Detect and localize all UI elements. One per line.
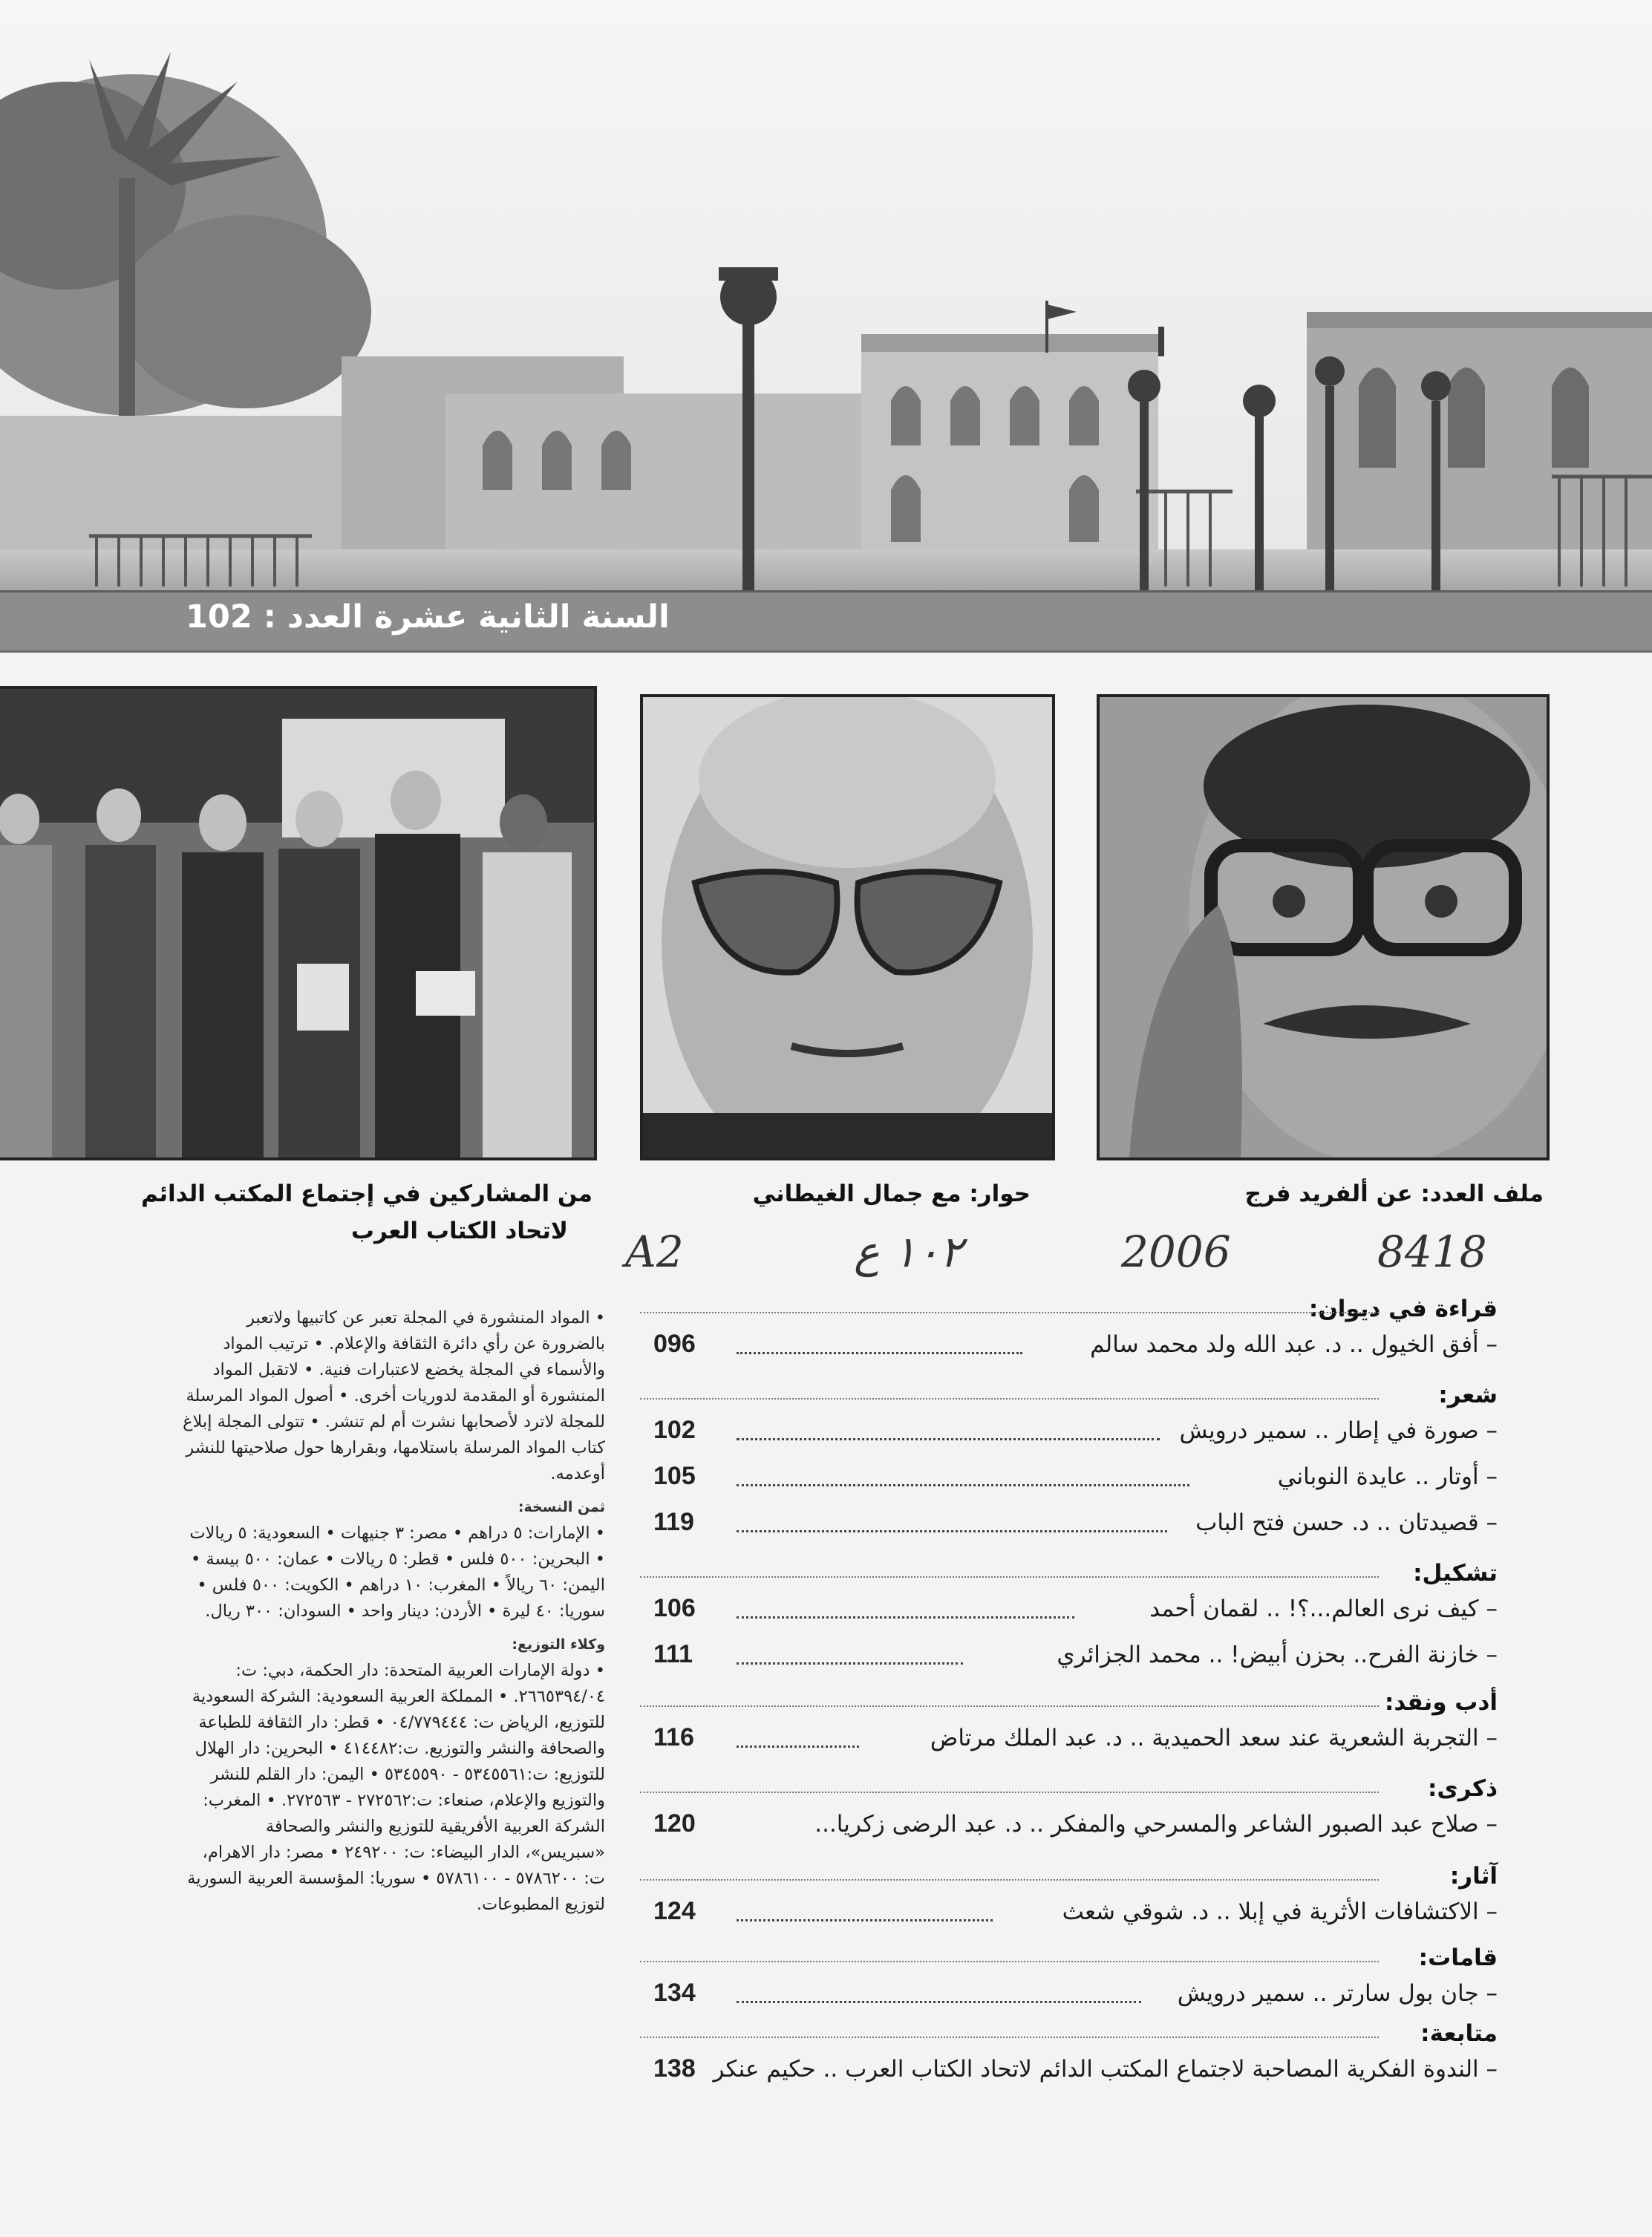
toc-entry-title: – قصيدتان .. د. حسن فتح الباب [1195, 1509, 1498, 1536]
toc-entry-title: – الاكتشافات الأثرية في إبلا .. د. شوقي شعث [1062, 1898, 1498, 1925]
handwritten-note-4: 8418 [1377, 1227, 1487, 1277]
toc-entry[interactable] [640, 1331, 1498, 1364]
toc-section-title: قراءة في ديوان: [1308, 1296, 1498, 1322]
toc-entry-title: – الندوة الفكرية المصاحبة لاجتماع المكتب الدائم لاتحاد الكتاب العرب .. حكيم عنكر [713, 2056, 1498, 2083]
toc-entry-page: 105 [653, 1462, 696, 1490]
group-photo-participants [0, 686, 597, 1160]
header-photo [0, 0, 1652, 590]
toc-entry[interactable] [640, 1463, 1498, 1496]
handwritten-note-1: A2 [625, 1227, 684, 1277]
toc-entry-title: – صلاح عبد الصبور الشاعر والمسرحي والمفكر .. د. عبد الرضى زكريا... [814, 1811, 1498, 1838]
toc-section-title: تشكيل: [1413, 1560, 1498, 1587]
toc-section-title: آثار: [1449, 1863, 1498, 1890]
toc-entry-title: – التجربة الشعرية عند سعد الحميدية .. د. عبد الملك مرتاض [930, 1725, 1498, 1751]
toc-entry[interactable] [640, 1596, 1498, 1628]
toc-entry[interactable] [640, 1898, 1498, 1931]
toc-entry-page: 106 [653, 1594, 696, 1622]
toc-entry-page: 111 [653, 1640, 693, 1668]
toc-entry-page: 119 [653, 1508, 694, 1536]
toc-entry-page: 096 [653, 1330, 696, 1358]
toc-entry-title: – جان بول سارتر .. سمير درويش [1177, 1980, 1498, 2007]
distribution-agents: • دولة الإمارات العربية المتحدة: دار الحكمة، دبي: ت: ٢٦٦٥٣٩٤/٠٤. • المملكة العربية السعودية: الشركة السعودية للتوزيع، الرياض ت: ٠٤/٧٧٩٤٤٤ • قطر: دار الثقافة للطباعة والصحافة والنشر والتوزيع. ت:٤١٤٤٨٢ • البحرين: دار الهلال للتوزيع: ت:٥٣٤٥٥٦١ - ٥٣٤٥٥٩٠ • اليمن: دار القلم للنشر والتوزيع والإعلام، صنعاء: ت:٢٧٢٥٦٢ - ٢٧٢٥٦٣. • المغرب: الشركة العربية الأفريقية للتوزيع والنشر والصحافة «سبريس»، الدار البيضاء: ت: ٢٤٩٢٠٠ • مصر: دار الاهرام، ت: ٥٧٨٦٢٠٠ - ٥٧٨٦١٠٠ • سوريا: المؤسسة العربية السورية لتوزيع المطبوعات. [187, 1661, 605, 1914]
handwritten-note-2: ١٠٢ ع [854, 1227, 963, 1277]
toc-section-title: قامات: [1418, 1944, 1498, 1971]
toc-entry-page: 102 [653, 1416, 696, 1444]
toc-entry-title: – كيف نرى العالم...؟! .. لقمان أحمد [1149, 1596, 1498, 1622]
toc-entry[interactable] [640, 1509, 1498, 1542]
toc-entry-page: 124 [653, 1897, 696, 1925]
handwritten-note-3: 2006 [1121, 1227, 1231, 1277]
toc-entry-page: 138 [653, 2054, 696, 2083]
toc-section-title: متابعة: [1420, 2020, 1498, 2047]
caption-participants-line2: لاتحاد الكتاب العرب [350, 1218, 568, 1244]
toc-entry[interactable] [640, 1417, 1498, 1450]
caption-alfred-farag: ملف العدد: عن ألفريد فرج [1244, 1180, 1544, 1207]
toc-entry-page: 116 [653, 1723, 694, 1751]
agents-label: وكلاء التوزيع: [512, 1636, 605, 1653]
toc-entry-page: 134 [653, 1979, 696, 2007]
toc-entry-title: – أوتار .. عايدة النوباني [1277, 1463, 1498, 1490]
portrait-alfred-farag [1097, 694, 1550, 1160]
toc-entry[interactable] [640, 1642, 1498, 1674]
issue-number: 102 [186, 598, 252, 636]
portrait-gamal-ghitani [640, 694, 1055, 1160]
price-list: • الإمارات: ٥ دراهم • مصر: ٣ جنيهات • السعودية: ٥ ريالات • البحرين: ٥٠٠ فلس • قطر: ٥ ريالات • عمان: ٥٠٠ بيسة • اليمن: ٦٠ ريالاً • المغرب: ١٠ دراهم • الكويت: ٥٠٠ فلس • سوريا: ٤٠ ليرة • الأردن: دينار واحد • السودان: ٣٠٠ ريال. [189, 1524, 605, 1621]
toc-entry[interactable] [640, 2056, 1498, 2089]
publication-info [182, 1305, 605, 1918]
toc-section-title: أدب ونقد: [1384, 1689, 1498, 1716]
caption-participants-line1: من المشاركين في إجتماع المكتب الدائم [141, 1180, 592, 1207]
issue-year-label: السنة الثانية عشرة العدد : [263, 598, 670, 636]
toc-entry[interactable] [640, 1980, 1498, 2013]
toc-section-title: شعر: [1438, 1382, 1498, 1408]
toc-entry-title: – صورة في إطار .. سمير درويش [1179, 1417, 1498, 1444]
toc-entry-title: – خازنة الفرح.. بحزن أبيض! .. محمد الجزائري [1057, 1642, 1498, 1668]
toc-entry[interactable] [640, 1811, 1498, 1844]
toc-entry[interactable] [640, 1725, 1498, 1757]
toc-section-title: ذكرى: [1427, 1775, 1498, 1802]
editorial-notice: • المواد المنشورة في المجلة تعبر عن كاتبيها ولاتعبر بالضرورة عن رأي دائرة الثقافة والإعلام. • ترتيب المواد والأسماء في المجلة يخضع لاعتبارات فنية. • لاتقبل المواد المنشورة أو المقدمة لدوريات أخرى. • أصول المواد المرسلة للمجلة لاترد لأصحابها نشرت أم لم تنشر. • تتولى المجلة إبلاغ كتاب المواد المرسلة باستلامها، وبقرارها حول صلاحيتها للنشر أوعدمه. [183, 1308, 605, 1483]
toc-entry-title: – أفق الخيول .. د. عبد الله ولد محمد سالم [1090, 1331, 1498, 1358]
price-label: ثمن النسخة: [518, 1499, 605, 1515]
caption-gamal-ghitani: حوار: مع جمال الغيطاني [752, 1180, 1031, 1207]
issue-label [186, 598, 670, 636]
toc-entry-page: 120 [653, 1809, 696, 1838]
